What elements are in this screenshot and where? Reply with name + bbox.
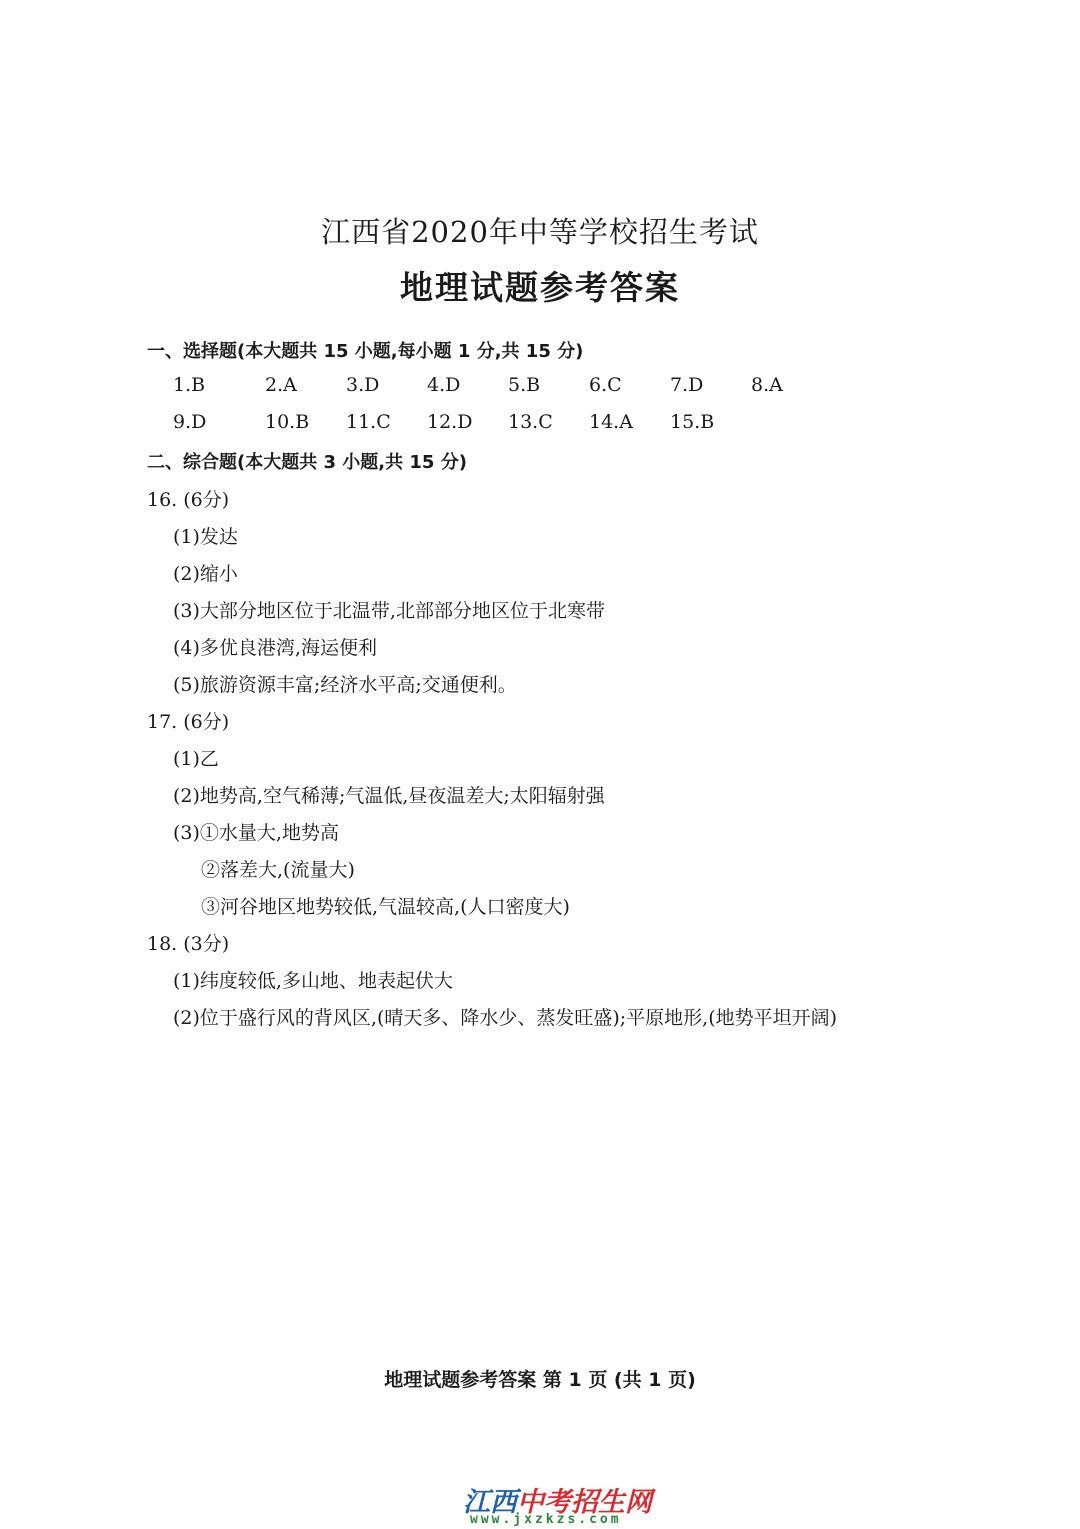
question-16-answer: (2)缩小: [173, 563, 238, 585]
answer-item: 2.A: [265, 374, 297, 396]
document-title: 地理试题参考答案: [400, 268, 680, 307]
answer-item: 14.A: [589, 411, 633, 433]
answer-item: 11.C: [346, 411, 391, 433]
answer-item: 5.B: [508, 374, 541, 396]
answer-item: 15.B: [670, 411, 715, 433]
question-17-answer: (1)乙: [173, 748, 219, 770]
answer-item: 1.B: [173, 374, 206, 396]
answer-item: 12.D: [427, 411, 473, 433]
section-1-heading: 一、选择题(本大题共 15 小题,每小题 1 分,共 15 分): [147, 341, 584, 362]
question-16-answer: (3)大部分地区位于北温带,北部部分地区位于北寒带: [173, 600, 605, 622]
question-18-answer: (2)位于盛行风的背风区,(晴天多、降水少、蒸发旺盛);平原地形,(地势平坦开阔): [173, 1007, 838, 1029]
answer-item: 8.A: [751, 374, 783, 396]
watermark-url: www.jxzkzs.com: [470, 1512, 622, 1527]
watermark-logo-part2: 中考招生网: [517, 1487, 652, 1518]
section-2-heading: 二、综合题(本大题共 3 小题,共 15 分): [147, 452, 467, 473]
answer-item: 10.B: [265, 411, 310, 433]
question-16-answer: (5)旅游资源丰富;经济水平高;交通便利。: [173, 674, 517, 696]
exam-title: 江西省2020年中等学校招生考试: [321, 215, 759, 249]
question-17-title: 17. (6分): [147, 711, 230, 733]
question-17-answer: (3)①水量大,地势高: [173, 822, 339, 844]
question-17-subanswer: ②落差大,(流量大): [201, 859, 355, 881]
answer-item: 13.C: [508, 411, 553, 433]
answer-item: 9.D: [173, 411, 207, 433]
answer-item: 7.D: [670, 374, 704, 396]
question-18-title: 18. (3分): [147, 933, 230, 955]
question-16-answer: (4)多优良港湾,海运便利: [173, 637, 377, 659]
question-17-answer: (2)地势高,空气稀薄;气温低,昼夜温差大;太阳辐射强: [173, 785, 605, 807]
watermark-logo-part1: 江西: [463, 1487, 517, 1518]
answer-item: 3.D: [346, 374, 380, 396]
question-16-answer: (1)发达: [173, 526, 238, 548]
answer-item: 6.C: [589, 374, 622, 396]
question-17-subanswer: ③河谷地区地势较低,气温较高,(人口密度大): [201, 896, 570, 918]
question-16-title: 16. (6分): [147, 489, 230, 511]
answer-item: 4.D: [427, 374, 461, 396]
question-18-answer: (1)纬度较低,多山地、地表起伏大: [173, 970, 453, 992]
page-footer: 地理试题参考答案 第 1 页 (共 1 页): [384, 1369, 696, 1391]
